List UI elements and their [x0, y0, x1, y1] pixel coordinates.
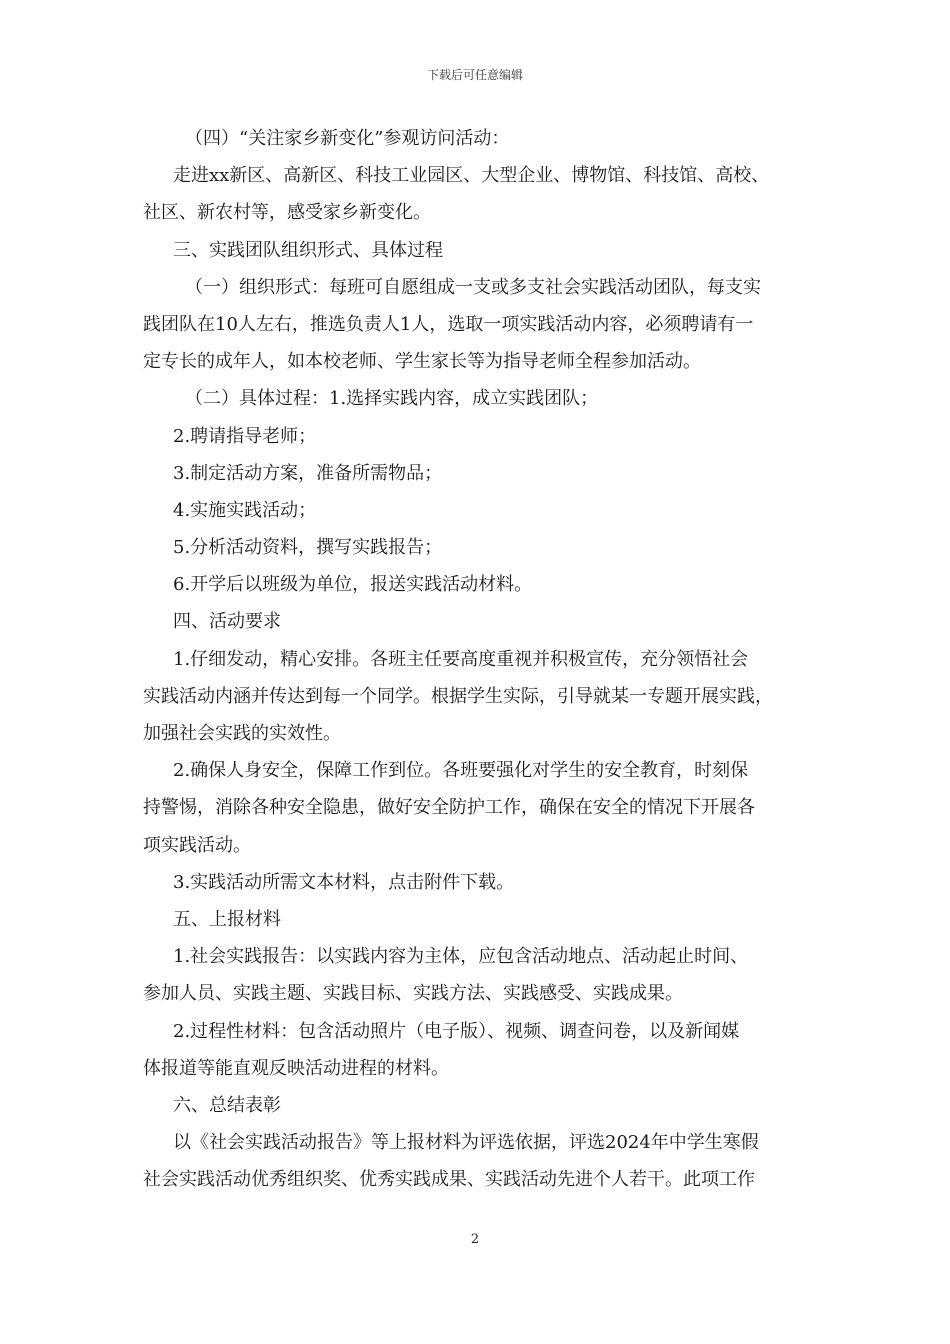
- body-text-line: 6.开学后以班级为单位，报送实践活动材料。: [173, 574, 533, 596]
- body-text-line: 四、活动要求: [173, 611, 281, 633]
- body-text-line: 以《社会实践活动报告》等上报材料为评选依据，评选2024年中学生寒假: [173, 1132, 759, 1154]
- body-text-line: 六、总结表彰: [173, 1094, 281, 1116]
- body-text-line: 社区、新农村等，感受家乡新变化。: [143, 202, 431, 224]
- body-text-line: 走进xx新区、高新区、科技工业园区、大型企业、博物馆、科技馆、高校、: [173, 165, 770, 187]
- body-text-line: （一）组织形式：每班可自愿组成一支或多支社会实践活动团队，每支实: [185, 276, 761, 298]
- document-body: [143, 120, 823, 1198]
- body-text-line: 1.社会实践报告：以实践内容为主体，应包含活动地点、活动起止时间、: [173, 946, 749, 968]
- body-text-line: 实践活动内涵并传达到每一个同学。根据学生实际，引导就某一专题开展实践，: [143, 685, 773, 707]
- body-text-line: 5.分析活动资料，撰写实践报告；: [173, 537, 443, 559]
- body-text-line: 3.实践活动所需文本材料，点击附件下载。: [173, 871, 515, 893]
- body-text-line: 4.实施实践活动；: [173, 499, 317, 521]
- body-text-line: 2.聘请指导老师；: [173, 425, 317, 447]
- body-text-line: （四）“关注家乡新变化”参观访问活动：: [185, 128, 510, 149]
- body-text-line: 持警惕，消除各种安全隐患，做好安全防护工作，确保在安全的情况下开展各: [143, 797, 755, 819]
- body-text-line: 参加人员、实践主题、实践目标、实践方法、实践感受、实践成果。: [143, 983, 683, 1005]
- body-text-line: 项实践活动。: [143, 834, 251, 856]
- body-text-line: 2.确保人身安全，保障工作到位。各班要强化对学生的安全教育，时刻保: [173, 760, 749, 782]
- body-text-line: 五、上报材料: [173, 908, 281, 930]
- page-number: 2: [470, 1232, 480, 1247]
- body-text-line: （二）具体过程：1.选择实践内容，成立实践团队；: [185, 388, 599, 410]
- body-text-line: 1.仔细发动，精心安排。各班主任要高度重视并积极宣传，充分领悟社会: [173, 648, 749, 670]
- body-text-line: 3.制定活动方案，准备所需物品；: [173, 462, 443, 484]
- body-text-line: 定专长的成年人，如本校老师、学生家长等为指导老师全程参加活动。: [143, 351, 701, 373]
- body-text-line: 2.过程性材料：包含活动照片（电子版）、视频、调查问卷，以及新闻媒: [173, 1020, 740, 1042]
- body-text-line: 体报道等能直观反映活动进程的材料。: [143, 1057, 449, 1079]
- body-text-line: 三、实践团队组织形式、具体过程: [173, 239, 443, 261]
- page-header: 下载后可任意编辑: [426, 68, 523, 82]
- body-text-line: 践团队在10人左右，推选负责人1人，选取一项实践活动内容，必须聘请有一: [143, 313, 754, 335]
- body-text-line: 加强社会实践的实效性。: [143, 723, 341, 744]
- body-text-line: 社会实践活动优秀组织奖、优秀实践成果、实践活动先进个人若干。此项工作: [143, 1169, 755, 1191]
